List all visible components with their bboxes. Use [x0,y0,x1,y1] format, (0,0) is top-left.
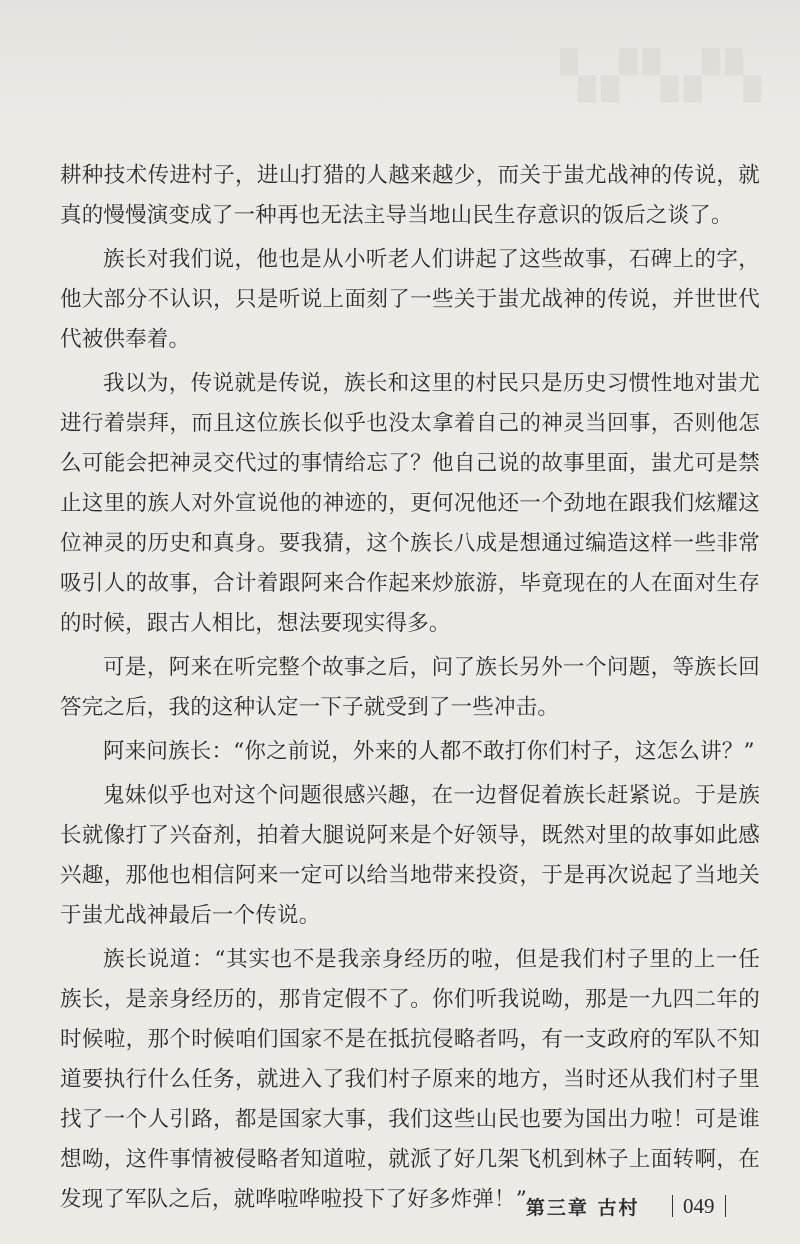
chapter-title: 第三章 古村 [525,1196,640,1219]
body-text [60,156,760,1220]
paragraph: 鬼妹似乎也对这个问题很感兴趣，在一边督促着族长赶紧说。于是族长就像打了兴奋剂，拍着大腿说阿来是个好领导，既然对里的故事如此感兴趣，那他也相信阿来一定可以给当地带来投资，于是再次说起了当地关于蚩尤战神最后一个传说。 [60,783,760,928]
page-footer [526,1190,736,1222]
footer-divider-right [725,1195,727,1217]
paragraph: 我以为，传说就是传说，族长和这里的村民只是历史习惯性地对蚩尤进行着崇拜，而且这位族长似乎也没太拿着自己的神灵当回事，否则他怎么可能会把神灵交代过的事情给忘了？他自己说的故事里面，蚩尤可是禁止这里的族人对外宣说他的神迹的，更何况他还一个劲地在跟我们炫耀这位神灵的历史和真身。要我猜，这个族长八成是想通过编造这样一些非常吸引人的故事，合计着跟阿来合作起来炒旅游，毕竟现在的人在面对生存的时候，跟古人相比，想法要现实得多。 [60,371,760,636]
page-number: 049 [683,1193,715,1218]
paragraph: 族长说道：“其实也不是我亲身经历的啦，但是我们村子里的上一任族长，是亲身经历的，那肯定假不了。你们听我说呦，那是一九四二年的时候啦，那个时候咱们国家不是在抵抗侵略者吗，有一支政府的军队不知道要执行什么任务，就进入了我们村子原来的地方，当时还从我们村子里找了一个人引路，都是国家大事，我们这些山民也要为国出力啦！可是谁想呦，这件事情被侵略者知道啦，就派了好几架飞机到林子上面转啊，在发现了军队之后，就哗啦哗啦投下了好多炸弹！” [60,947,760,1212]
bleed-through-heading-decoration: ▚▞▚▞▚ [560,48,767,102]
paragraph: 族长对我们说，他也是从小听老人们讲起了这些故事，石碑上的字，他大部分不认识，只是听说上面刻了一些关于蚩尤战神的传说，并世世代代被供奉着。 [60,247,760,352]
paragraph: 阿来问族长：“你之前说，外来的人都不敢打你们村子，这怎么讲？” [103,739,755,764]
footer-divider-left [672,1195,674,1217]
paragraph: 耕种技术传进村子，进山打猎的人越来越少，而关于蚩尤战神的传说，就真的慢慢演变成了一种再也无法主导当地山民生存意识的饭后之谈了。 [60,163,760,228]
paragraph: 可是，阿来在听完整个故事之后，问了族长另外一个问题，等族长回答完之后，我的这种认定一下子就受到了一些冲击。 [60,655,760,720]
